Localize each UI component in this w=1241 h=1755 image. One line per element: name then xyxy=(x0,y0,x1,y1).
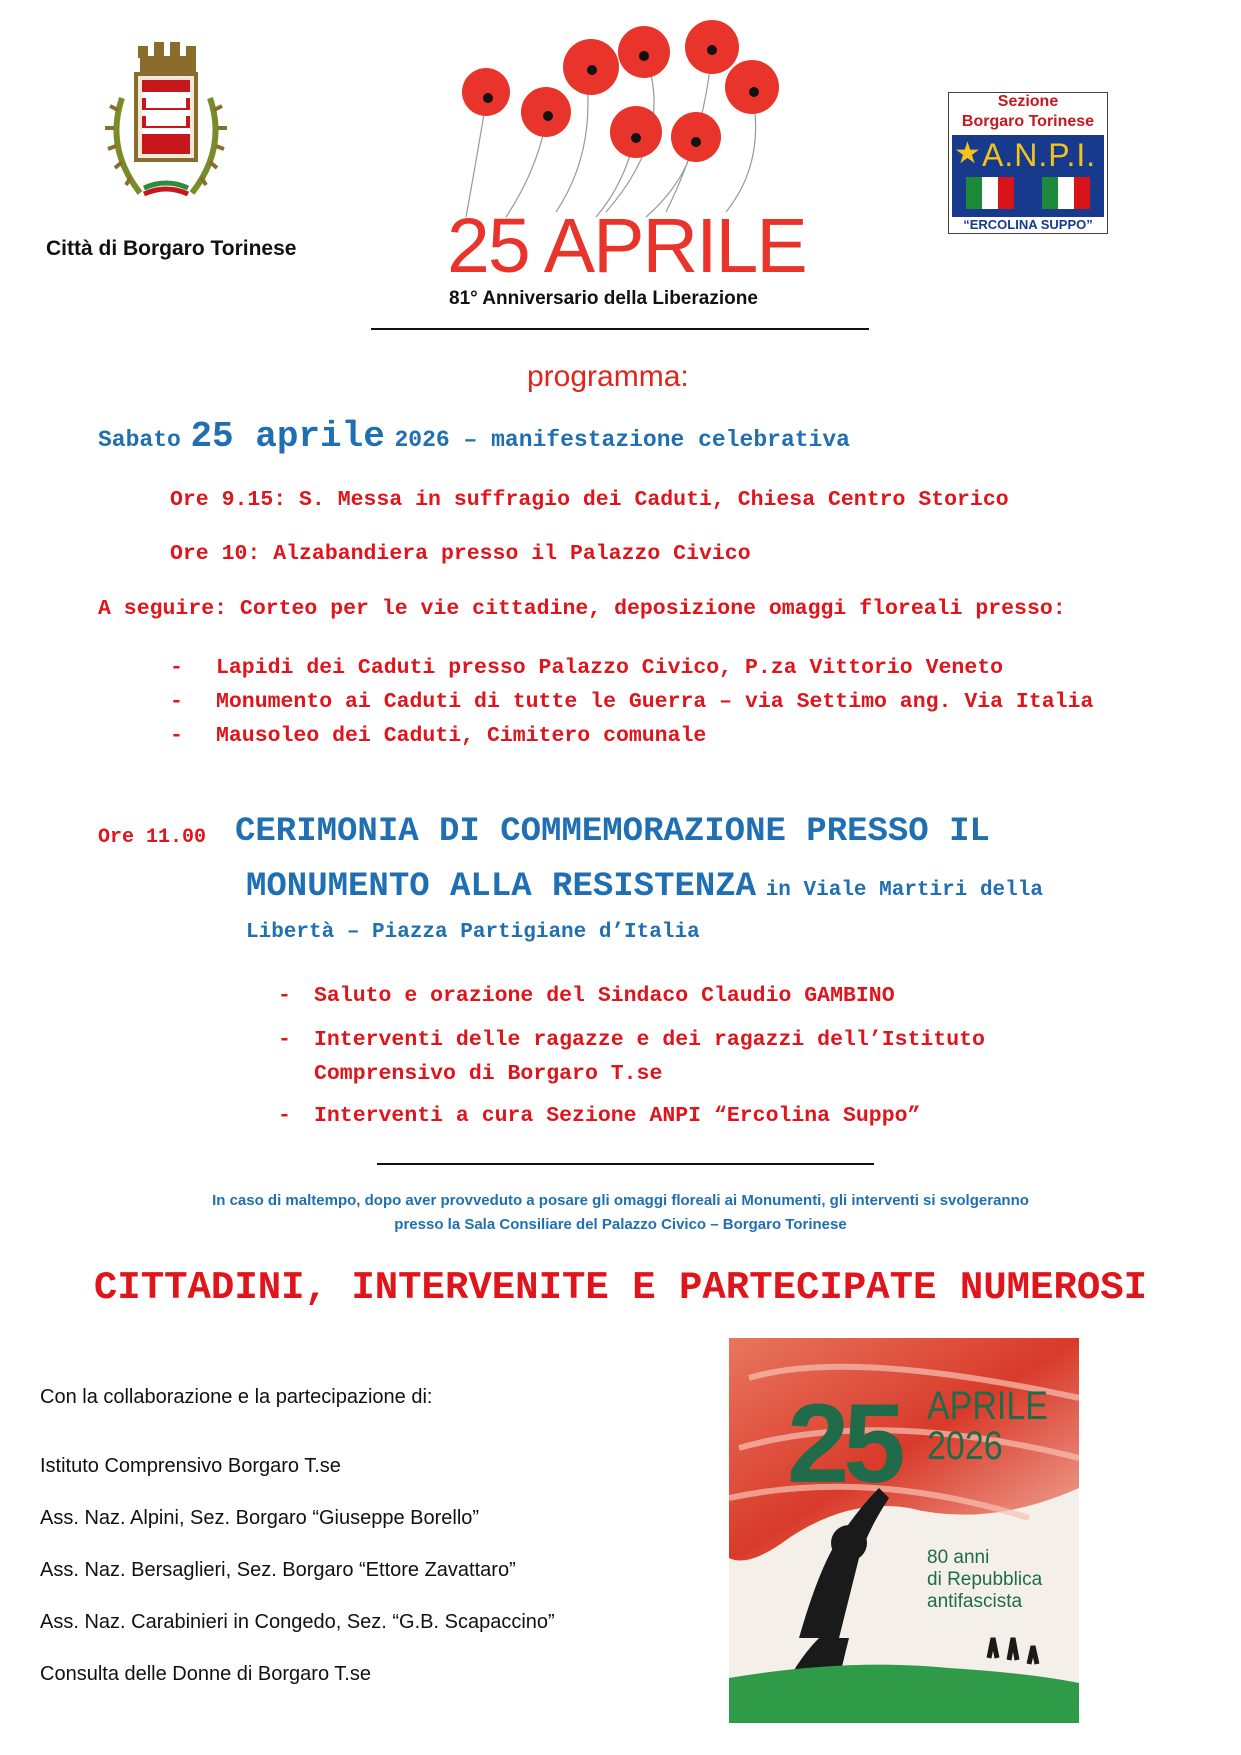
program-divider xyxy=(377,1163,874,1165)
anpi-acronym: A.N.P.I. xyxy=(982,137,1097,173)
poster-caption-2: di Repubblica xyxy=(927,1569,1043,1590)
item-flag: Ore 10: Alzabandiera presso il Palazzo Civico xyxy=(170,542,751,566)
list-item-continuation: Comprensivo di Borgaro T.se xyxy=(314,1062,663,1086)
bad-weather-note-2: presso la Sala Consiliare del Palazzo Civico – Borgaro Torinese xyxy=(394,1216,847,1233)
ceremony-title-2: MONUMENTO ALLA RESISTENZA xyxy=(246,868,757,906)
city-name: Città di Borgaro Torinese xyxy=(46,237,297,260)
poster-number: 25 xyxy=(787,1381,900,1506)
flag-left-icon xyxy=(966,177,1014,209)
item-following: A seguire: Corteo per le vie cittadine, deposizione omaggi floreali presso: xyxy=(98,597,1066,621)
header-divider xyxy=(371,328,869,330)
ceremony-title-line2 xyxy=(246,868,1043,906)
anniversary-poster xyxy=(729,1338,1079,1723)
poppy-icon xyxy=(446,12,806,224)
item-mass: Ore 9.15: S. Messa in suffragio dei Caduti, Chiesa Centro Storico xyxy=(170,488,1009,512)
wreath-site-list xyxy=(170,651,1093,753)
ceremony-place-2: Libertà – Piazza Partigiane d’Italia xyxy=(246,921,700,944)
bad-weather-note-1: In caso di maltempo, dopo aver provveduto a posare gli omaggi floreali ai Monumenti, gli interventi si svolgeranno xyxy=(212,1192,1029,1209)
list-item: - Saluto e orazione del Sindaco Claudio GAMBINO xyxy=(278,984,895,1008)
partner-list xyxy=(40,1440,555,1700)
day-date: 25 aprile xyxy=(190,416,385,457)
poster-year: 2026 xyxy=(927,1424,1003,1468)
poster-month: APRILE xyxy=(927,1384,1048,1428)
star-icon: ★ xyxy=(954,137,981,170)
day-prefix: Sabato xyxy=(98,427,181,453)
anpi-line1: Sezione xyxy=(997,93,1059,110)
day-suffix: 2026 – manifestazione celebrativa xyxy=(394,427,850,453)
list-item: - Mausoleo dei Caduti, Cimitero comunale xyxy=(170,724,707,748)
city-crest xyxy=(100,38,232,210)
list-item: - Interventi a cura Sezione ANPI “Ercolina Suppo” xyxy=(278,1104,921,1128)
list-item: - Monumento ai Caduti di tutte le Guerra – via Settimo ang. Via Italia xyxy=(170,690,1094,714)
event-subtitle: 81° Anniversario della Liberazione xyxy=(449,288,758,309)
anpi-logo xyxy=(948,92,1108,234)
poster-caption-3: antifascista xyxy=(927,1591,1023,1612)
collaboration-heading: Con la collaborazione e la partecipazione di: xyxy=(40,1386,433,1408)
anpi-footer: “ERCOLINA SUPPO” xyxy=(963,217,1093,232)
ceremony-place-1: in Viale Martiri della xyxy=(765,879,1043,902)
poster-caption-1: 80 anni xyxy=(927,1547,990,1568)
program-day xyxy=(98,416,850,457)
ceremony-title-1: CERIMONIA DI COMMEMORAZIONE PRESSO IL xyxy=(235,813,990,851)
anpi-line2: Borgaro Torinese xyxy=(961,113,1095,130)
program-heading: programma: xyxy=(527,360,689,393)
list-item: - Lapidi dei Caduti presso Palazzo Civico, P.za Vittorio Veneto xyxy=(170,656,1004,680)
call-to-action: CITTADINI, INTERVENITE E PARTECIPATE NUMEROSI xyxy=(93,1266,1148,1310)
event-title: 25 APRILE xyxy=(447,203,806,289)
list-item: Ass. Naz. Carabinieri in Congedo, Sez. “G.B. Scapaccino” xyxy=(40,1611,555,1633)
list-item: Istituto Comprensivo Borgaro T.se xyxy=(40,1455,341,1477)
list-item: Consulta delle Donne di Borgaro T.se xyxy=(40,1663,371,1685)
list-item: Ass. Naz. Bersaglieri, Sez. Borgaro “Ettore Zavattaro” xyxy=(40,1559,516,1581)
ceremony-time: Ore 11.00 xyxy=(98,826,207,849)
list-item: Ass. Naz. Alpini, Sez. Borgaro “Giuseppe Borello” xyxy=(40,1507,480,1529)
list-item: - Interventi delle ragazze e dei ragazzi dell’Istituto xyxy=(278,1028,985,1052)
poppies-illustration xyxy=(446,12,806,224)
crest-icon xyxy=(100,38,232,210)
flag-right-icon xyxy=(1042,177,1090,209)
anpi-panel xyxy=(952,135,1104,217)
